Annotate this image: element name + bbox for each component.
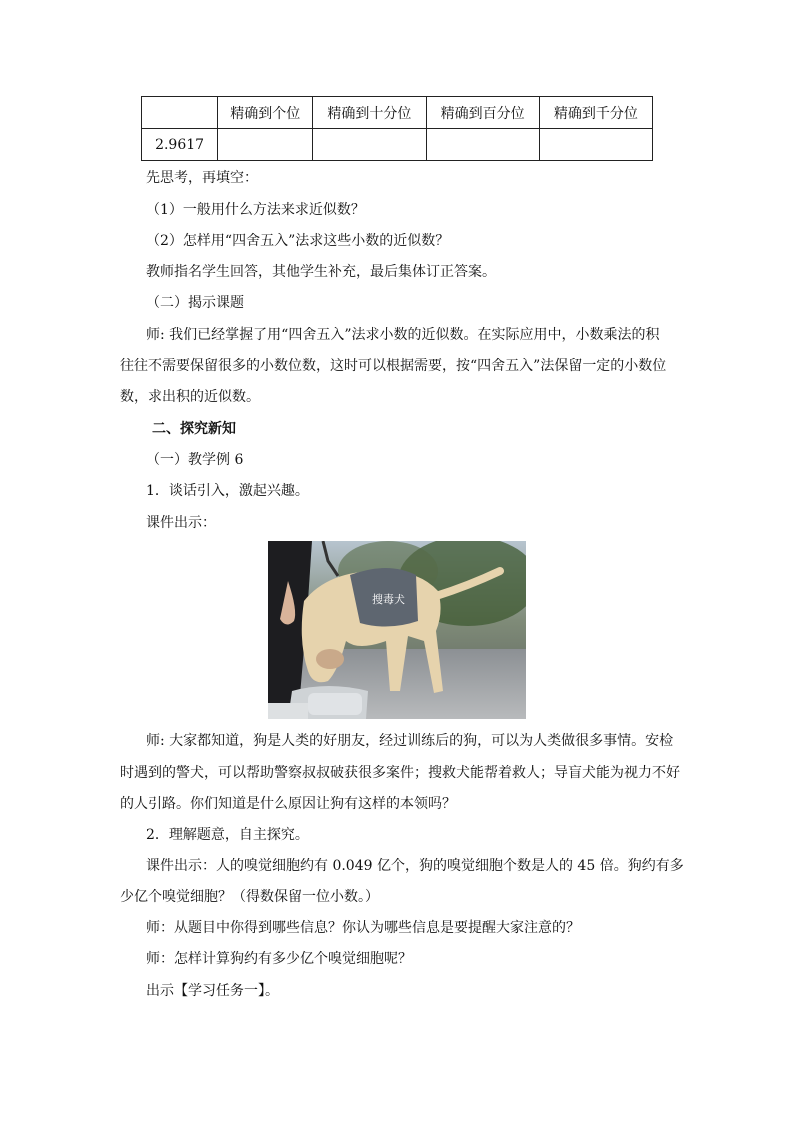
table-cell xyxy=(539,129,652,161)
table-row xyxy=(142,129,653,161)
text-line: 师：怎样计算狗约有多少亿个嗅觉细胞呢？ xyxy=(146,951,412,967)
text-line: （2）怎样用“四舍五入”法求这些小数的近似数？ xyxy=(146,233,450,249)
text-line: 先思考，再填空： xyxy=(146,170,258,186)
text-line: 2．理解题意，自主探究。 xyxy=(146,827,309,843)
text-line: 时遇到的警犬，可以帮助警察叔叔破获很多案件；搜救犬能帮着救人；导盲犬能为视力不好 xyxy=(120,765,680,781)
approximation-table xyxy=(141,96,653,161)
text-line: 师：从题目中你得到哪些信息？你认为哪些信息是要提醒大家注意的？ xyxy=(146,920,580,936)
text-line: 课件出示：人的嗅觉细胞约有 0.049 亿个，狗的嗅觉细胞个数是人的 45 倍。狗约有多 xyxy=(146,858,684,874)
text-line: 师: 大家都知道，狗是人类的好朋友，经过训练后的狗，可以为人类做很多事情。安检 xyxy=(146,733,674,749)
text-line: 课件出示： xyxy=(146,515,216,531)
table-cell xyxy=(218,129,313,161)
section-subtitle: （二）揭示课题 xyxy=(146,295,244,311)
text-line: 出示【学习任务一】。 xyxy=(146,983,279,999)
vest-label: 搜毒犬 xyxy=(372,593,405,606)
section-heading: 二、探究新知 xyxy=(152,421,236,437)
table-header-cell: 精确到千分位 xyxy=(539,97,652,129)
text-line: 教师指名学生回答，其他学生补充，最后集体订正答案。 xyxy=(146,264,496,280)
text-line: （1）一般用什么方法来求近似数？ xyxy=(146,202,365,218)
table-header-row xyxy=(142,97,653,129)
text-line: 1．谈话引入，激起兴趣。 xyxy=(146,483,309,499)
table-cell: 2.9617 xyxy=(142,129,218,161)
text-line: 师: 我们已经掌握了用“四舍五入”法求小数的近似数。在实际应用中，小数乘法的积 xyxy=(146,327,660,343)
table-header-cell xyxy=(142,97,218,129)
text-line: 少亿个嗅觉细胞？（得数保留一位小数。） xyxy=(120,889,379,905)
table-header-cell: 精确到百分位 xyxy=(426,97,539,129)
text-line: 往往不需要保留很多的小数位数，这时可以根据需要，按“四舍五入”法保留一定的小数位 xyxy=(120,358,667,374)
table-header-cell: 精确到个位 xyxy=(218,97,313,129)
table-cell xyxy=(426,129,539,161)
section-subtitle: （一）教学例 6 xyxy=(146,452,244,468)
text-line: 数，求出积的近似数。 xyxy=(120,389,260,405)
police-dog-photo xyxy=(268,541,526,719)
table-header-cell: 精确到十分位 xyxy=(313,97,426,129)
table-cell xyxy=(313,129,426,161)
text-line: 的人引路。你们知道是什么原因让狗有这样的本领吗？ xyxy=(120,796,456,812)
